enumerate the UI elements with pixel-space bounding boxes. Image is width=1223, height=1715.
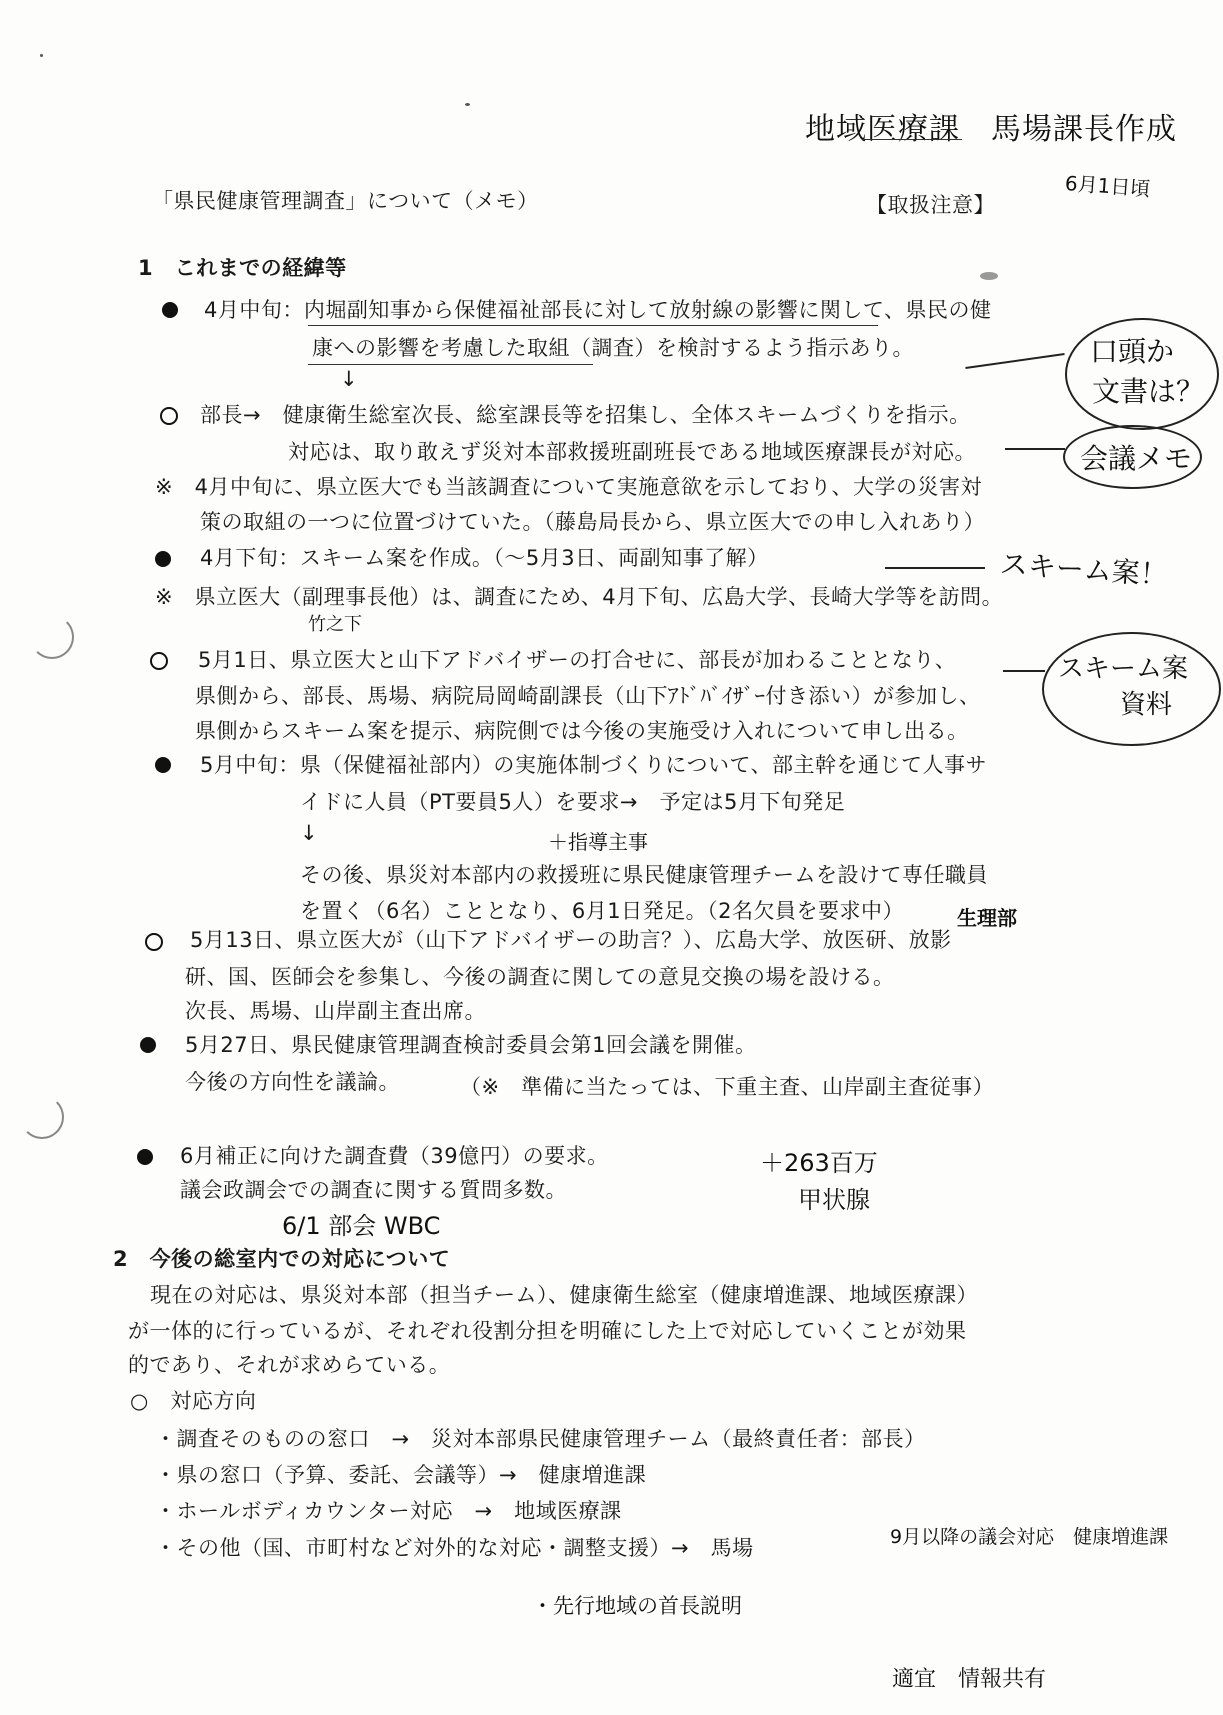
line-june-budget-cont: 議会政調会での調査に関する質問多数。 <box>180 1178 567 1202</box>
line-may-27-note: （※ 準備に当たっては、下重主査、山岸副主査従事） <box>460 1075 995 1099</box>
handwritten-arrow <box>1003 670 1045 672</box>
note-apr-mid: ※ 4月中旬に、県立医大でも当該調査について実施意欲を示しており、大学の災害対 <box>155 475 983 499</box>
line-apr-mid: 4月中旬：内堀副知事から保健福祉部長に対して放射線の影響に関して、県民の健 <box>204 298 992 322</box>
scan-hole-mark <box>20 1095 64 1139</box>
handwritten-budget-amount: ＋263百万 <box>760 1149 878 1177</box>
section-1-heading: 1 これまでの経緯等 <box>138 256 347 280</box>
direction-item-4: ・その他（国、市町村など対外的な対応・調整支援）→ 馬場 <box>155 1536 754 1560</box>
bullet-open <box>145 933 163 951</box>
handwritten-shidou-shuji: ＋指導主事 <box>548 830 648 854</box>
handwritten-senkou-note: ・先行地域の首長説明 <box>532 1594 742 1618</box>
handwritten-arrow <box>885 567 985 569</box>
bullet-filled <box>162 302 178 318</box>
line-may-mid: 5月中旬：県（保健福祉部内）の実施体制づくりについて、部主幹を通じて人事サ <box>200 753 988 777</box>
line-may-1: 5月1日、県立医大と山下アドバイザーの打合せに、部長が加わることとなり、 <box>198 648 957 672</box>
note-apr-late: ※ 県立医大（副理事長他）は、調査にため、4月下旬、広島大学、長崎大学等を訪問。 <box>155 585 1004 609</box>
document-title: 「県民健康管理調査」について（メモ） <box>152 189 539 213</box>
bullet-filled <box>140 1037 156 1053</box>
note-apr-mid-cont: 策の取組の一つに位置づけていた。（藤島局長から、県立医大での申し入れあり） <box>200 510 985 534</box>
bullet-filled <box>137 1149 153 1165</box>
down-arrow: ↓ <box>300 821 319 845</box>
handling-caution-label: 【取扱注意】 <box>866 193 995 217</box>
line-apr-late: 4月下旬：スキーム案を作成。（～5月3日、両副知事了解） <box>200 546 769 570</box>
bullet-open <box>160 407 178 425</box>
line-june-budget: 6月補正に向けた調査費（39億円）の要求。 <box>180 1144 609 1168</box>
line-may-1-cont1: 県側から、部長、馬場、病院局岡崎副課長（山下ｱﾄﾞﾊﾞｲｻﾞｰ付き添い）が参加し、 <box>195 684 981 708</box>
line-taiou: 対応は、取り敢えず災対本部救援班副班長である地域医療課長が対応。 <box>288 440 976 464</box>
handwritten-thyroid: 甲状腺 <box>798 1186 870 1214</box>
direction-item-1: ・調査そのものの窓口 → 災対本部県民健康管理チーム（最終責任者：部長） <box>155 1427 926 1451</box>
bullet-filled <box>155 757 171 773</box>
direction-item-3: ・ホールボディカウンター対応 → 地域医療課 <box>155 1499 622 1523</box>
para-line-1: 現在の対応は、県災対本部（担当チーム）、健康衛生総室（健康増進課、地域医療課） <box>150 1283 978 1307</box>
scan-speck <box>40 54 43 57</box>
handwritten-wbc-meeting: 6/1 部会 WBC <box>282 1212 441 1240</box>
line-may-27-cont: 今後の方向性を議論。 <box>185 1070 400 1094</box>
direction-item-2: ・県の窓口（予算、委託、会議等）→ 健康増進課 <box>155 1463 647 1487</box>
handwritten-question-1a: 口頭か <box>1090 335 1175 368</box>
handwritten-underline <box>308 325 878 326</box>
handwritten-arrow <box>1005 448 1065 450</box>
para-line-3: 的であり、それが求めらている。 <box>128 1353 451 1377</box>
handwritten-question-2: 会議メモ <box>1080 442 1193 475</box>
line-bucho: 部長→ 健康衛生総室次長、総室課長等を招集し、全体スキームづくりを指示。 <box>200 403 971 427</box>
scan-hole-mark <box>30 615 74 659</box>
handwritten-seiri: 生理部 <box>957 906 1017 930</box>
line-apr-mid-cont: 康への影響を考慮した取組（調査）を検討するよう指示あり。 <box>312 336 914 360</box>
line-may-13-cont1: 研、国、医師会を参集し、今後の調査に関しての意見交換の場を設ける。 <box>185 965 895 989</box>
line-may-13: 5月13日、県立医大が（山下アドバイザーの助言？）、広島大学、放医研、放影 <box>190 928 952 952</box>
handwritten-date: 6月1日頃 <box>1064 171 1152 201</box>
line-may-1-cont2: 県側からスキーム案を提示、病院側では今後の実施受け入れについて申し出る。 <box>195 719 969 743</box>
scan-speck <box>980 272 998 280</box>
handwritten-sept-note: 9月以降の議会対応 健康増進課 <box>890 1526 1169 1548</box>
down-arrow: ↓ <box>340 367 359 391</box>
bullet-open <box>150 652 168 670</box>
handwritten-question-1b: 文書は？ <box>1092 375 1205 408</box>
author-underline <box>862 139 962 140</box>
handwritten-tekitei-note: 適宜 情報共有 <box>892 1667 1047 1692</box>
line-may-27: 5月27日、県民健康管理調査検討委員会第1回会議を開催。 <box>185 1033 757 1057</box>
bullet-filled <box>155 551 171 567</box>
handwritten-takeshita: 竹之下 <box>308 614 362 635</box>
handwritten-question-4a: スキーム案 <box>1058 654 1189 684</box>
direction-heading: ○ 対応方向 <box>130 1389 257 1413</box>
line-team: その後、県災対本部内の救援班に県民健康管理チームを設けて専任職員 <box>300 863 988 887</box>
section-2-heading: 2 今後の総室内での対応について <box>113 1247 451 1271</box>
line-may-mid-cont: イドに人員（PT要員5人）を要求→ 予定は5月下旬発足 <box>300 790 846 814</box>
scan-speck <box>465 103 470 106</box>
line-may-13-cont2: 次長、馬場、山岸副主査出席。 <box>185 999 486 1023</box>
handwritten-question-4b: 資料 <box>1120 690 1173 720</box>
line-team-cont: を置く（6名）こととなり、6月1日発足。（2名欠員を要求中） <box>300 899 904 923</box>
handwritten-arrow <box>965 353 1064 369</box>
para-line-2: が一体的に行っているが、それぞれ役割分担を明確にした上で対応していくことが効果 <box>128 1319 967 1343</box>
handwritten-question-3: スキーム案！ <box>998 547 1169 592</box>
handwritten-author-note: 地域医療課 馬場課長作成 <box>805 112 1177 147</box>
